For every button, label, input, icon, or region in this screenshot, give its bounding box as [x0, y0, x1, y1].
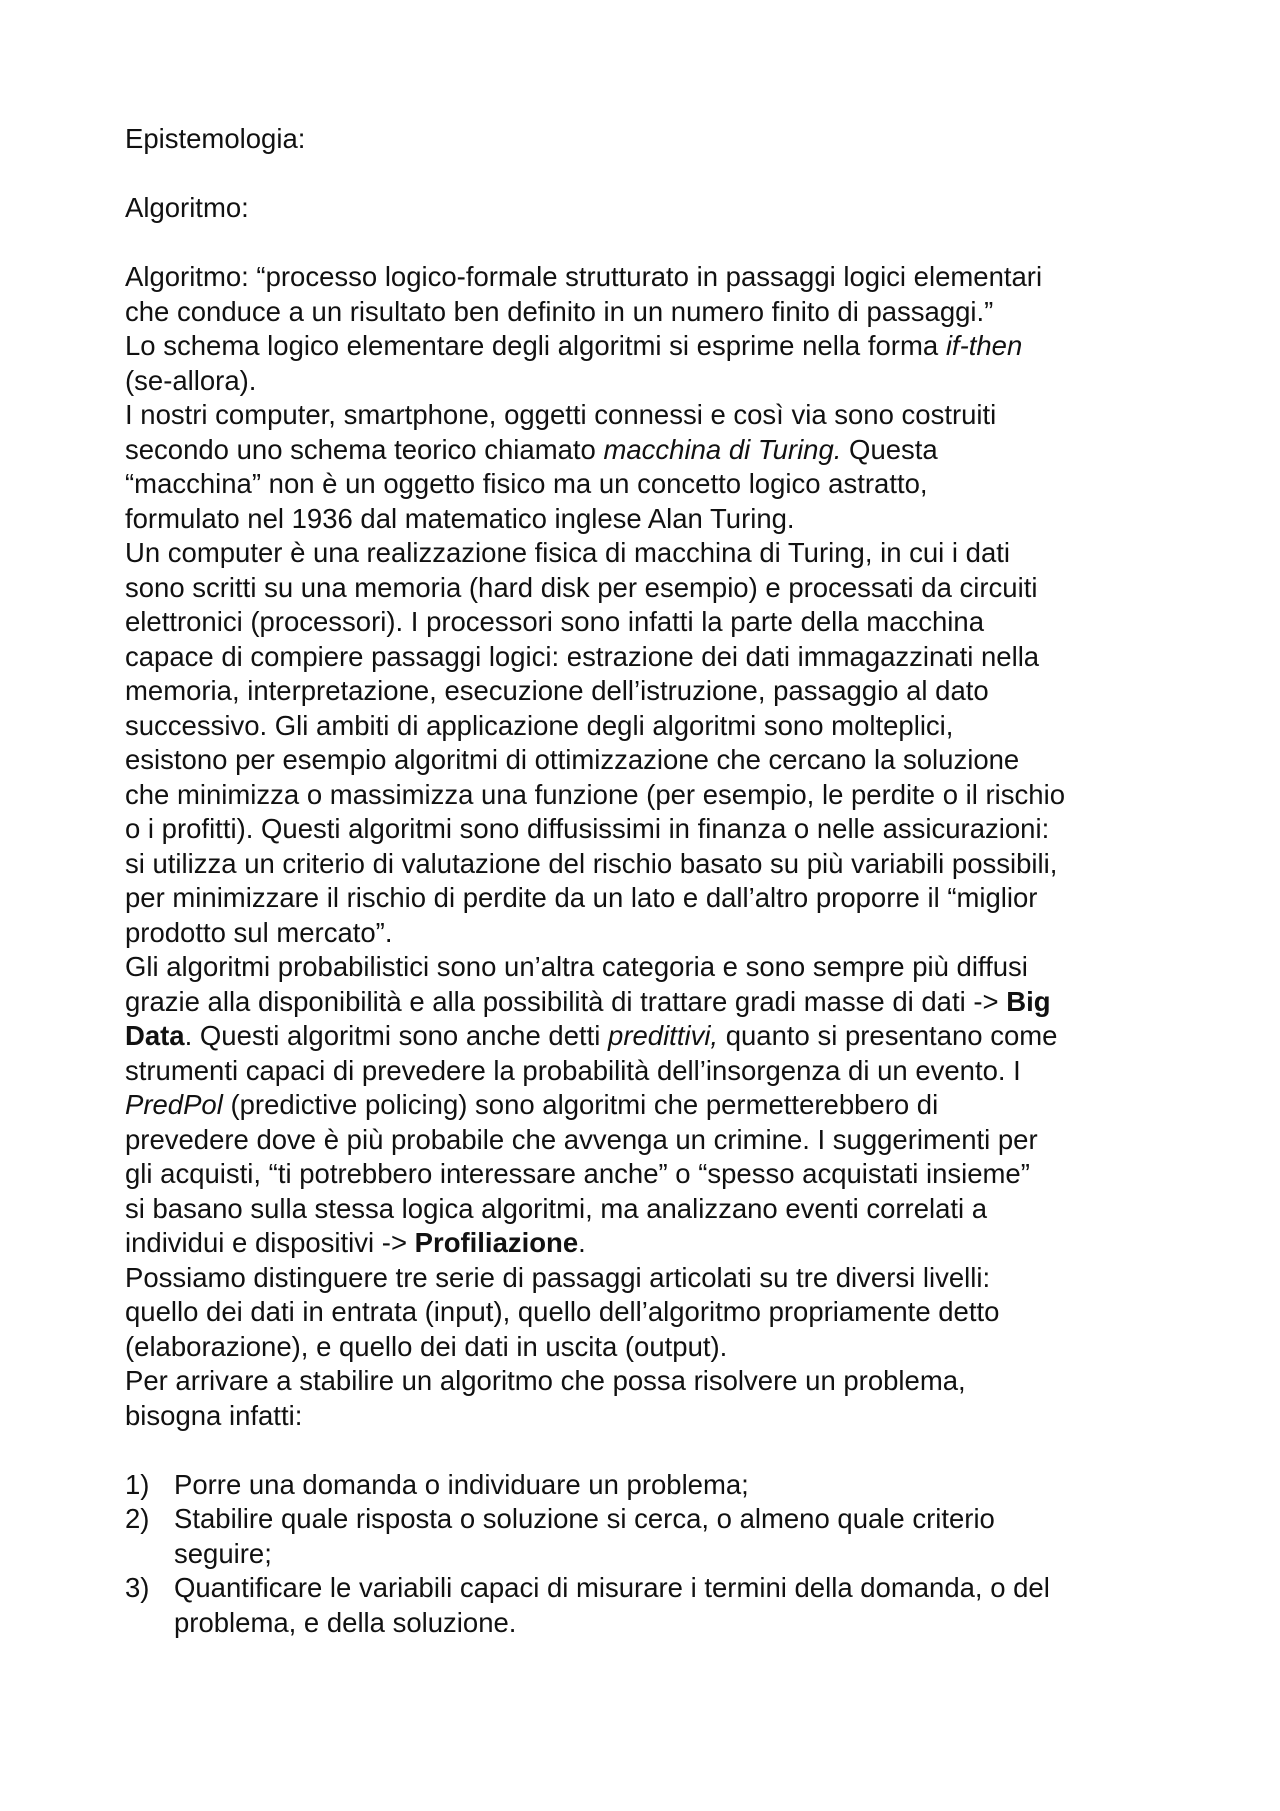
paragraph-turing — [125, 398, 1185, 536]
text-span: grazie alla disponibilità e alla possibilità di trattare gradi masse di dati -> — [125, 985, 1007, 1017]
text-line — [125, 985, 1185, 1020]
text-line: problema, e della soluzione. — [174, 1606, 517, 1638]
text-line: Possiamo distinguere tre serie di passaggi articolati su tre diversi livelli: — [125, 1261, 991, 1293]
bold-term: Data — [125, 1020, 185, 1051]
text-line: prodotto sul mercato”. — [125, 916, 393, 948]
text-line: che conduce a un risultato ben definito in un numero finito di passaggi.” — [125, 295, 994, 327]
text-line: Per arrivare a stabilire un algoritmo che possa risolvere un problema, — [125, 1365, 966, 1396]
text-line: esistono per esempio algoritmi di ottimizzazione che cercano la soluzione — [125, 744, 1020, 775]
section-title: Algoritmo: — [125, 192, 249, 223]
paragraph-levels — [125, 1261, 1185, 1434]
text-line: capace di compiere passaggi logici: estrazione dei dati immagazzinati nella — [125, 640, 1040, 672]
text-line: bisogna infatti: — [125, 1399, 303, 1431]
numbered-list — [125, 1468, 1185, 1641]
text-line: o i profitti). Questi algoritmi sono diffusissimi in finanza o nelle assicurazioni: — [125, 813, 1050, 844]
text-line: si basano sulla stessa logica algoritmi, ma analizzano eventi correlati a — [125, 1192, 988, 1224]
text-span: quanto si presentano come — [718, 1020, 1058, 1051]
text-line: quello dei dati in entrata (input), quello dell’algoritmo propriamente detto — [125, 1296, 1000, 1327]
text-span: . — [578, 1227, 586, 1258]
list-number: 2) — [125, 1503, 150, 1534]
text-line: (elaborazione), e quello dei dati in uscita (output). — [125, 1330, 728, 1362]
text-line: successivo. Gli ambiti di applicazione degli algoritmi sono molteplici, — [125, 709, 954, 741]
text-span: individui e dispositivi -> — [125, 1227, 415, 1258]
italic-term: PredPol — [125, 1089, 223, 1120]
text-line: seguire; — [174, 1537, 272, 1569]
text-line — [125, 1019, 1185, 1054]
list-item — [125, 1571, 1185, 1640]
text-line: memoria, interpretazione, esecuzione dell’istruzione, passaggio al dato — [125, 675, 989, 706]
text-line: Un computer è una realizzazione fisica di macchina di Turing, in cui i dati — [125, 537, 1011, 568]
text-line: I nostri computer, smartphone, oggetti connessi e così via sono costruiti — [125, 399, 997, 430]
italic-term: if-then — [945, 330, 1023, 361]
text-span: secondo uno schema teorico chiamato — [125, 433, 604, 465]
document-page — [125, 122, 1185, 1640]
text-line: formulato nel 1936 dal matematico inglese Alan Turing. — [125, 502, 795, 534]
list-number: 1) — [125, 1468, 150, 1500]
paragraph-definition — [125, 260, 1185, 329]
document-title: Epistemologia: — [125, 123, 306, 154]
list-item — [125, 1468, 1185, 1503]
italic-term: predittivi, — [608, 1020, 719, 1051]
text-line: Stabilire quale risposta o soluzione si cerca, o almeno quale criterio — [174, 1503, 995, 1534]
text-line: sono scritti su una memoria (hard disk per esempio) e processati da circuiti — [125, 571, 1038, 603]
text-line: Algoritmo: “processo logico-formale strutturato in passaggi logici elementari — [125, 261, 1043, 292]
list-item — [125, 1502, 1185, 1571]
bold-term: Big — [1006, 985, 1051, 1017]
text-line: strumenti capaci di prevedere la probabilità dell’insorgenza di un evento. I — [125, 1054, 1021, 1086]
paragraph-computer — [125, 536, 1185, 950]
text-line — [125, 433, 1185, 468]
text-line: che minimizza o massimizza una funzione (per esempio, le perdite o il rischio — [125, 778, 1065, 810]
list-number: 3) — [125, 1572, 150, 1603]
bold-term: Profiliazione — [414, 1227, 579, 1258]
text-line: prevedere dove è più probabile che avvenga un crimine. I suggerimenti per — [125, 1123, 1038, 1155]
text-span: Lo schema logico elementare degli algoritmi si esprime nella forma — [125, 330, 946, 361]
text-line: gli acquisti, “ti potrebbero interessare anche” o “spesso acquistati insieme” — [125, 1158, 1030, 1189]
text-line: Gli algoritmi probabilistici sono un’altra categoria e sono sempre più diffusi — [125, 951, 1028, 982]
text-line: Porre una domanda o individuare un problema; — [174, 1468, 749, 1500]
text-line — [125, 1088, 1185, 1123]
text-span: . Questi algoritmi sono anche detti — [184, 1020, 609, 1051]
text-line: “macchina” non è un oggetto fisico ma un concetto logico astratto, — [125, 468, 928, 499]
text-span: Questa — [841, 433, 938, 465]
paragraph-schema — [125, 329, 1185, 398]
text-line: per minimizzare il rischio di perdite da un lato e dall’altro proporre il “miglior — [125, 882, 1038, 913]
text-line — [125, 329, 1185, 364]
text-line: elettronici (processori). I processori sono infatti la parte della macchina — [125, 606, 984, 637]
paragraph-probabilistic — [125, 950, 1185, 1261]
text-line — [125, 1226, 1185, 1261]
text-line: (se-allora). — [125, 364, 257, 396]
text-span: (predictive policing) sono algoritmi che permetterebbero di — [222, 1089, 939, 1120]
italic-term: macchina di Turing. — [603, 433, 842, 465]
blank-line — [125, 1433, 1185, 1468]
text-line: Quantificare le variabili capaci di misurare i termini della domanda, o del — [174, 1572, 1050, 1603]
text-line: si utilizza un criterio di valutazione del rischio basato su più variabili possibili, — [125, 847, 1058, 879]
